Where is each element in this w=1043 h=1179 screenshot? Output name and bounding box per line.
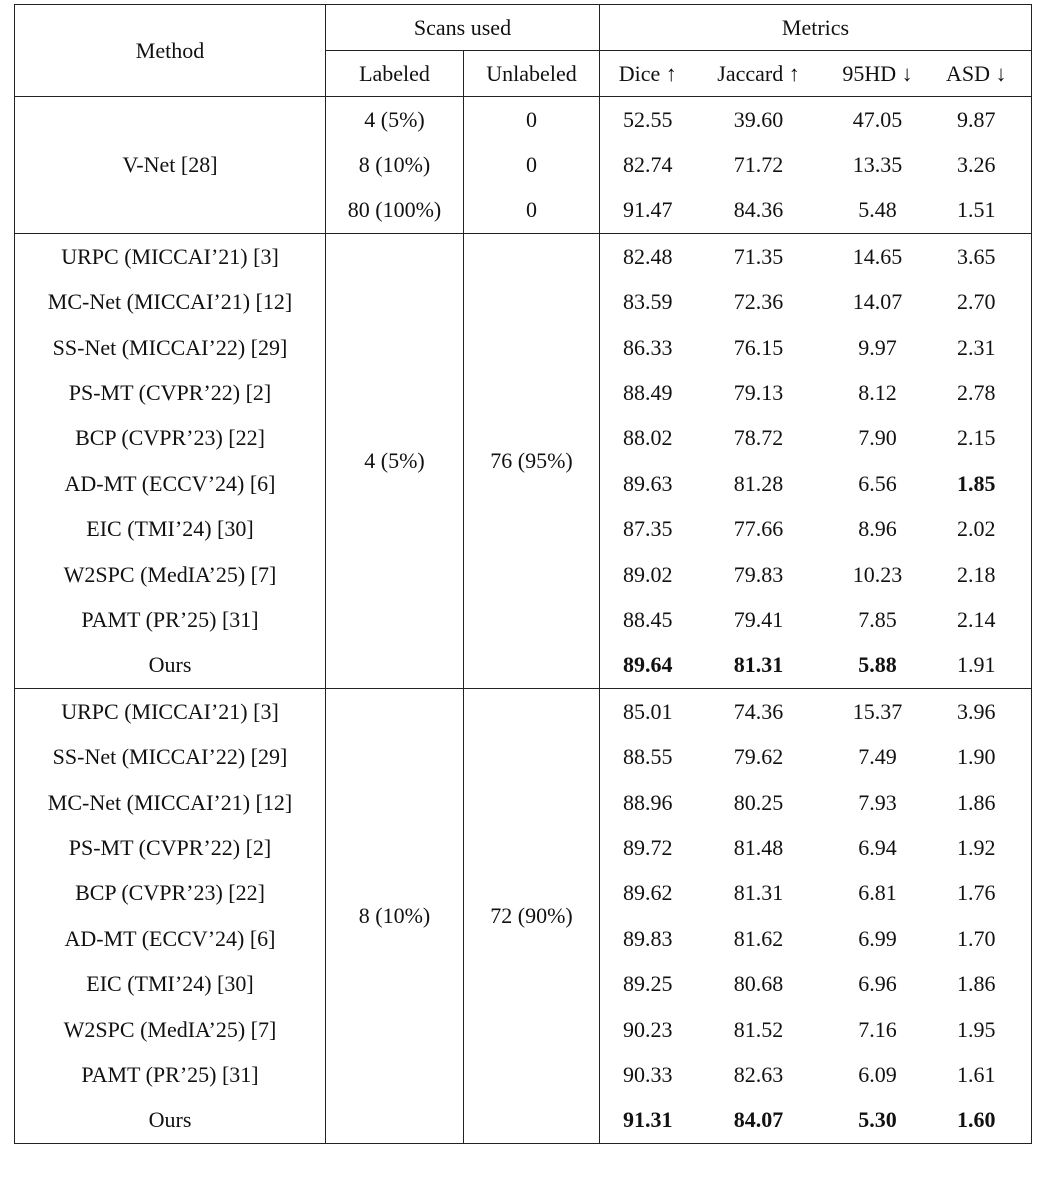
dice-cell — [600, 916, 696, 961]
jaccard-cell — [696, 1098, 822, 1144]
asd-cell — [934, 280, 1032, 325]
95hd-cell — [822, 780, 934, 825]
asd-value: 9.87 — [957, 106, 996, 132]
jaccard-value: 79.83 — [733, 561, 784, 587]
asd-cell — [934, 507, 1032, 552]
jaccard-value: 79.62 — [733, 744, 784, 770]
95hd-cell — [822, 597, 934, 642]
method-cell: PAMT (PR’25) [31] — [81, 1061, 259, 1087]
method-cell: Ours — [148, 1107, 192, 1133]
method-cell: URPC (MICCAI’21) [3] — [61, 698, 279, 724]
95hd-cell — [822, 234, 934, 280]
jaccard-value: 81.62 — [733, 925, 784, 951]
dice-cell — [600, 97, 696, 143]
95hd-value: 14.65 — [852, 243, 903, 269]
jaccard-value: 81.31 — [733, 880, 784, 906]
asd-value: 1.60 — [957, 1107, 996, 1133]
95hd-value: 7.49 — [858, 744, 897, 770]
dice-value: 88.55 — [623, 744, 673, 770]
unlabeled-cell: 0 — [464, 97, 600, 143]
asd-value: 2.70 — [957, 289, 996, 315]
asd-value: 2.15 — [957, 425, 996, 451]
jaccard-value: 82.63 — [733, 1061, 784, 1087]
asd-cell — [934, 1098, 1032, 1144]
asd-cell — [934, 188, 1032, 234]
dice-value: 88.02 — [623, 425, 673, 451]
dice-value: 89.02 — [623, 561, 673, 587]
dice-value: 89.72 — [623, 834, 673, 860]
asd-cell — [934, 871, 1032, 916]
jaccard-cell — [696, 280, 822, 325]
jaccard-value: 77.66 — [733, 516, 784, 542]
dice-value: 88.49 — [623, 380, 673, 406]
asd-cell — [934, 97, 1032, 143]
95hd-value: 14.07 — [852, 289, 903, 315]
95hd-value: 6.81 — [858, 880, 897, 906]
dice-value: 87.35 — [623, 516, 673, 542]
95hd-cell — [822, 916, 934, 961]
dice-cell — [600, 234, 696, 280]
jaccard-cell — [696, 961, 822, 1006]
95hd-value: 9.97 — [858, 334, 897, 360]
method-cell: URPC (MICCAI’21) [3] — [61, 243, 279, 269]
jaccard-value: 71.72 — [733, 152, 784, 178]
method-cell: PS-MT (CVPR’22) [2] — [68, 834, 272, 860]
asd-value: 3.65 — [957, 243, 996, 269]
dice-cell — [600, 1098, 696, 1144]
95hd-cell — [822, 1007, 934, 1052]
95hd-value: 15.37 — [852, 698, 903, 724]
jaccard-value: 71.35 — [733, 243, 784, 269]
dice-value: 89.62 — [623, 880, 673, 906]
jaccard-cell — [696, 689, 822, 735]
asd-value: 2.14 — [957, 606, 996, 632]
asd-value: 1.70 — [957, 925, 996, 951]
jaccard-value: 84.36 — [733, 197, 784, 223]
method-cell: EIC (TMI’24) [30] — [86, 516, 254, 542]
jaccard-cell — [696, 597, 822, 642]
jaccard-value: 80.25 — [733, 789, 784, 815]
asd-value: 1.90 — [957, 744, 996, 770]
dice-cell — [600, 734, 696, 779]
dice-cell — [600, 142, 696, 187]
95hd-value: 7.85 — [858, 606, 897, 632]
asd-value: 1.86 — [957, 971, 996, 997]
asd-value: 1.85 — [957, 470, 996, 496]
asd-cell — [934, 643, 1032, 689]
jaccard-value: 39.60 — [733, 106, 784, 132]
dice-cell — [600, 1007, 696, 1052]
asd-cell — [934, 142, 1032, 187]
method-cell: AD-MT (ECCV’24) [6] — [64, 925, 276, 951]
asd-cell — [934, 961, 1032, 1006]
header-scans-used: Scans used — [326, 5, 600, 51]
jaccard-value: 79.41 — [733, 606, 784, 632]
header-asd: ASD ↓ — [946, 60, 1007, 86]
95hd-value: 6.09 — [858, 1061, 897, 1087]
asd-cell — [934, 1052, 1032, 1097]
asd-value: 1.51 — [957, 197, 996, 223]
95hd-value: 7.93 — [858, 789, 897, 815]
95hd-value: 47.05 — [852, 106, 903, 132]
jaccard-cell — [696, 188, 822, 234]
95hd-cell — [822, 689, 934, 735]
unlabeled-cell: 72 (90%) — [464, 689, 600, 1144]
asd-cell — [934, 597, 1032, 642]
method-cell: V-Net [28] — [122, 152, 218, 178]
asd-cell — [934, 325, 1032, 370]
jaccard-value: 81.52 — [733, 1016, 784, 1042]
asd-cell — [934, 552, 1032, 597]
labeled-cell: 4 (5%) — [326, 234, 464, 689]
95hd-cell — [822, 1098, 934, 1144]
method-cell: BCP (CVPR’23) [22] — [75, 425, 265, 451]
95hd-value: 6.96 — [858, 971, 897, 997]
asd-value: 1.76 — [957, 880, 996, 906]
asd-cell — [934, 780, 1032, 825]
dice-value: 89.25 — [623, 971, 673, 997]
method-cell: AD-MT (ECCV’24) [6] — [64, 470, 276, 496]
95hd-cell — [822, 734, 934, 779]
asd-value: 1.91 — [957, 652, 996, 678]
jaccard-value: 76.15 — [733, 334, 784, 360]
asd-value: 1.92 — [957, 834, 996, 860]
asd-cell — [934, 416, 1032, 461]
95hd-value: 13.35 — [852, 152, 903, 178]
method-cell: BCP (CVPR’23) [22] — [75, 880, 265, 906]
95hd-cell — [822, 1052, 934, 1097]
asd-cell — [934, 916, 1032, 961]
jaccard-cell — [696, 734, 822, 779]
table-row — [15, 97, 1032, 143]
95hd-value: 10.23 — [852, 561, 903, 587]
dice-cell — [600, 461, 696, 506]
dice-value: 86.33 — [623, 334, 673, 360]
asd-cell — [934, 234, 1032, 280]
dice-value: 88.45 — [623, 606, 673, 632]
jaccard-cell — [696, 97, 822, 143]
header-dice: Dice ↑ — [600, 51, 696, 97]
dice-cell — [600, 780, 696, 825]
jaccard-cell — [696, 916, 822, 961]
dice-cell — [600, 552, 696, 597]
jaccard-cell — [696, 1007, 822, 1052]
95hd-cell — [822, 325, 934, 370]
95hd-cell — [822, 871, 934, 916]
unlabeled-cell: 76 (95%) — [464, 234, 600, 689]
jaccard-cell — [696, 325, 822, 370]
jaccard-value: 81.31 — [733, 652, 784, 678]
header-method: Method — [15, 5, 326, 97]
dice-value: 85.01 — [623, 698, 673, 724]
dice-cell — [600, 689, 696, 735]
dice-cell — [600, 597, 696, 642]
jaccard-value: 72.36 — [733, 289, 784, 315]
jaccard-cell — [696, 1052, 822, 1097]
dice-value: 88.96 — [623, 789, 673, 815]
header-labeled: Labeled — [326, 51, 464, 97]
method-cell: Ours — [148, 652, 192, 678]
95hd-cell — [822, 188, 934, 234]
dice-cell — [600, 188, 696, 234]
dice-cell — [600, 507, 696, 552]
header-95hd: 95HD ↓ — [842, 60, 913, 86]
dice-cell — [600, 280, 696, 325]
dice-cell — [600, 416, 696, 461]
dice-value: 91.47 — [623, 197, 673, 223]
dice-cell — [600, 871, 696, 916]
results-table — [14, 4, 1032, 1144]
dice-value: 52.55 — [623, 106, 673, 132]
asd-value: 3.26 — [957, 152, 996, 178]
asd-cell — [934, 689, 1032, 735]
asd-value: 2.18 — [957, 561, 996, 587]
jaccard-value: 81.48 — [733, 834, 784, 860]
jaccard-cell — [696, 643, 822, 689]
95hd-cell — [822, 825, 934, 870]
method-cell: W2SPC (MedIA’25) [7] — [63, 1016, 277, 1042]
labeled-cell: 8 (10%) — [326, 689, 464, 1144]
jaccard-cell — [696, 871, 822, 916]
method-cell: PS-MT (CVPR’22) [2] — [68, 380, 272, 406]
95hd-value: 6.94 — [858, 834, 897, 860]
asd-value: 2.31 — [957, 334, 996, 360]
dice-value: 91.31 — [623, 1107, 673, 1133]
jaccard-cell — [696, 780, 822, 825]
method-cell: MC-Net (MICCAI’21) [12] — [47, 289, 293, 315]
jaccard-cell — [696, 825, 822, 870]
method-cell: SS-Net (MICCAI’22) [29] — [52, 744, 288, 770]
95hd-cell — [822, 461, 934, 506]
dice-value: 90.23 — [623, 1016, 673, 1042]
asd-cell — [934, 734, 1032, 779]
95hd-value: 8.12 — [858, 380, 897, 406]
jaccard-cell — [696, 416, 822, 461]
jaccard-cell — [696, 142, 822, 187]
asd-value: 1.95 — [957, 1016, 996, 1042]
header-unlabeled: Unlabeled — [464, 51, 600, 97]
asd-value: 1.86 — [957, 789, 996, 815]
95hd-value: 5.48 — [858, 197, 897, 223]
95hd-value: 7.90 — [858, 425, 897, 451]
95hd-cell — [822, 280, 934, 325]
95hd-value: 6.99 — [858, 925, 897, 951]
asd-cell — [934, 370, 1032, 415]
jaccard-cell — [696, 461, 822, 506]
header-jaccard: Jaccard ↑ — [717, 60, 800, 86]
asd-value: 3.96 — [957, 698, 996, 724]
jaccard-value: 78.72 — [733, 425, 784, 451]
dice-value: 82.48 — [623, 243, 673, 269]
labeled-cell: 80 (100%) — [326, 188, 464, 234]
labeled-cell: 8 (10%) — [326, 142, 464, 187]
95hd-cell — [822, 507, 934, 552]
jaccard-value: 80.68 — [733, 971, 784, 997]
dice-value: 89.63 — [623, 470, 673, 496]
95hd-value: 5.88 — [858, 652, 897, 678]
95hd-cell — [822, 142, 934, 187]
95hd-value: 8.96 — [858, 516, 897, 542]
asd-value: 1.61 — [957, 1061, 996, 1087]
dice-value: 90.33 — [623, 1061, 673, 1087]
95hd-cell — [822, 961, 934, 1006]
method-cell: PAMT (PR’25) [31] — [81, 606, 259, 632]
dice-cell — [600, 961, 696, 1006]
jaccard-cell — [696, 370, 822, 415]
jaccard-cell — [696, 234, 822, 280]
dice-cell — [600, 325, 696, 370]
dice-value: 82.74 — [623, 152, 673, 178]
asd-value: 2.78 — [957, 380, 996, 406]
labeled-cell: 4 (5%) — [326, 97, 464, 143]
asd-cell — [934, 825, 1032, 870]
method-cell: EIC (TMI’24) [30] — [86, 971, 254, 997]
jaccard-value: 84.07 — [733, 1107, 784, 1133]
asd-cell — [934, 461, 1032, 506]
95hd-value: 7.16 — [858, 1016, 897, 1042]
unlabeled-cell: 0 — [464, 142, 600, 187]
method-cell: MC-Net (MICCAI’21) [12] — [47, 789, 293, 815]
jaccard-value: 74.36 — [733, 698, 784, 724]
dice-cell — [600, 825, 696, 870]
95hd-cell — [822, 643, 934, 689]
95hd-value: 6.56 — [858, 470, 897, 496]
unlabeled-cell: 0 — [464, 188, 600, 234]
dice-cell — [600, 643, 696, 689]
95hd-value: 5.30 — [858, 1107, 897, 1133]
95hd-cell — [822, 552, 934, 597]
jaccard-cell — [696, 552, 822, 597]
results-body — [15, 97, 1032, 1144]
95hd-cell — [822, 370, 934, 415]
jaccard-cell — [696, 507, 822, 552]
jaccard-value: 79.13 — [733, 380, 784, 406]
jaccard-value: 81.28 — [733, 470, 784, 496]
95hd-cell — [822, 416, 934, 461]
asd-cell — [934, 1007, 1032, 1052]
dice-cell — [600, 370, 696, 415]
95hd-cell — [822, 97, 934, 143]
dice-value: 89.83 — [623, 925, 673, 951]
table-row — [15, 689, 1032, 735]
table-row — [15, 234, 1032, 280]
method-cell: W2SPC (MedIA’25) [7] — [63, 561, 277, 587]
dice-value: 83.59 — [623, 289, 673, 315]
header-metrics: Metrics — [600, 5, 1032, 51]
asd-value: 2.02 — [957, 516, 996, 542]
dice-value: 89.64 — [623, 652, 673, 678]
method-cell: SS-Net (MICCAI’22) [29] — [52, 334, 288, 360]
dice-cell — [600, 1052, 696, 1097]
